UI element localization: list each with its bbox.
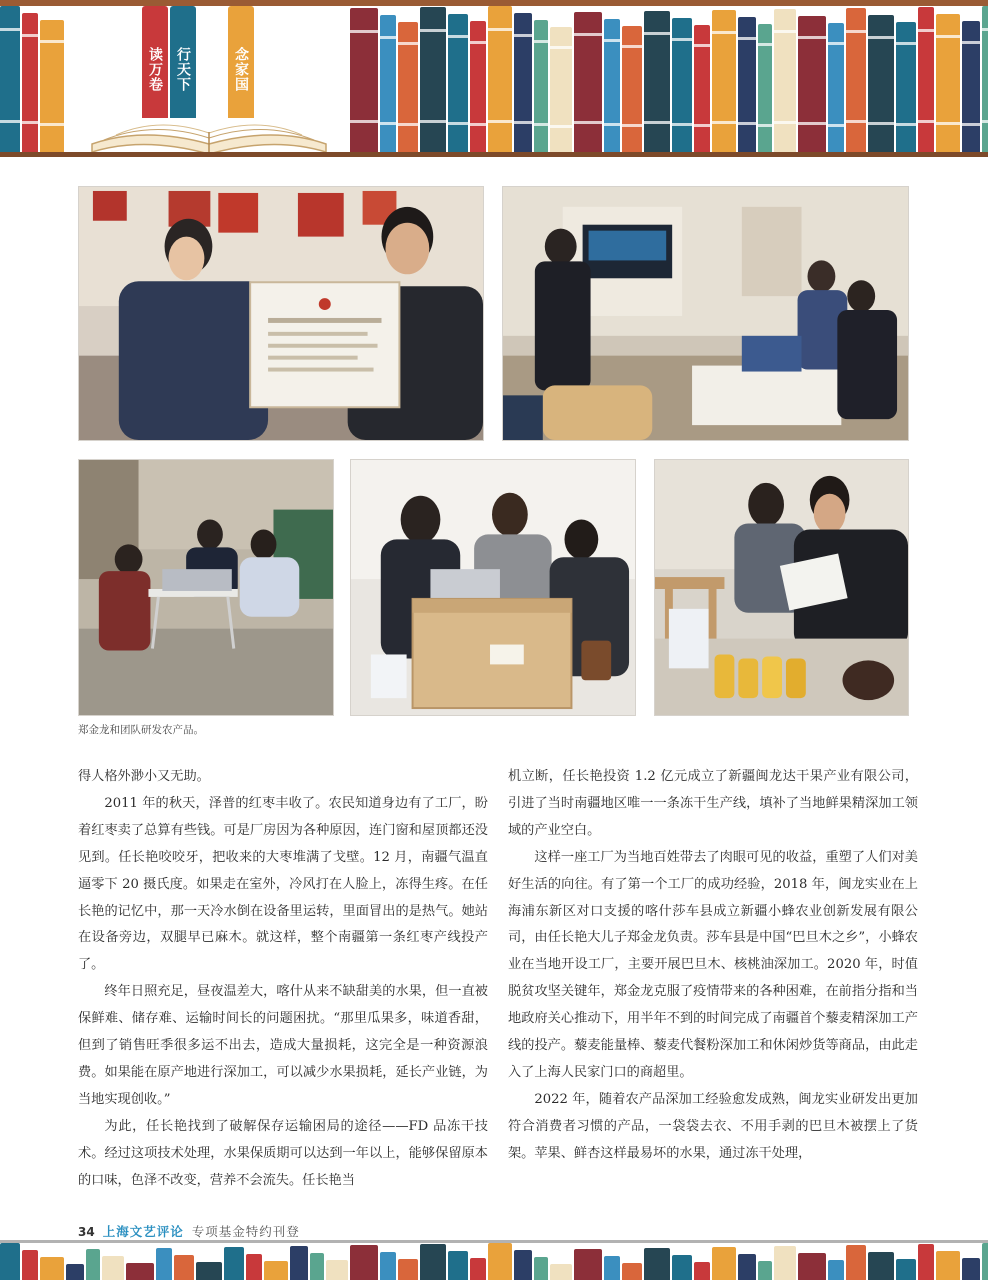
book-band <box>962 123 980 126</box>
book-spine <box>774 9 796 152</box>
book-band <box>550 46 572 49</box>
book-spine <box>420 1244 446 1280</box>
book-band <box>828 124 844 127</box>
book-spine <box>672 1255 692 1280</box>
book-band <box>644 32 670 35</box>
book-spine <box>398 1259 418 1280</box>
book-band <box>712 31 736 34</box>
book-spine <box>868 15 894 152</box>
book-spine <box>798 16 826 152</box>
right-text-column <box>508 764 918 1168</box>
book-spine <box>470 21 486 152</box>
book-spine <box>398 22 418 152</box>
book-band <box>672 38 692 41</box>
book-band <box>738 122 756 125</box>
book-band <box>398 42 418 45</box>
left-text-column <box>78 764 488 1195</box>
book-band <box>470 123 486 126</box>
book-spine <box>22 13 38 152</box>
book-band <box>40 40 64 43</box>
book-spine <box>694 25 710 152</box>
book-spine <box>550 1264 572 1280</box>
book-band <box>644 121 670 124</box>
book-band <box>534 123 548 126</box>
book-band <box>488 28 512 31</box>
paragraph: 2011 年的秋天，泽普的红枣丰收了。农民知道身边有了工厂，盼着红枣卖了总算有些钱。可是厂房因为各种原因，连门窗和屋顶都还没见到。任长艳咬咬牙，把收来的大枣堆满了戈壁。12 月，南疆气温直逼零下 20 摄氏度。如果走在室外，冷风打在人脸上，冻得生疼。在任长艳的记忆中，那一天冷水倒在设备里运转，里面冒出的是热气。她站在设备旁边，双腿早已麻木。就这样，整个南疆第一条红枣产线投产了。 <box>78 795 488 973</box>
book-band <box>380 122 396 125</box>
book-spine <box>712 1247 736 1280</box>
book-band <box>694 44 710 47</box>
book-band <box>738 37 756 40</box>
book-band <box>22 121 38 124</box>
book-spine <box>350 1245 378 1280</box>
book-band <box>470 41 486 44</box>
book-spine <box>604 1256 620 1280</box>
book-spine <box>22 1250 38 1280</box>
book-band <box>868 36 894 39</box>
magazine-name: 上海文艺评论 <box>102 1224 184 1239</box>
book-band <box>896 42 916 45</box>
book-band <box>420 29 446 32</box>
book-spine <box>738 1254 756 1280</box>
book-band <box>758 43 772 46</box>
book-band <box>798 122 826 125</box>
book-spine <box>448 14 468 152</box>
slogan-3: 念家国 <box>233 47 249 92</box>
book-spine <box>126 1263 154 1280</box>
book-spine <box>246 1254 262 1280</box>
book-spine <box>868 1252 894 1280</box>
photo-icon <box>503 187 908 440</box>
book-band <box>22 34 38 37</box>
book-spine <box>40 20 64 152</box>
book-spine <box>290 1246 308 1280</box>
book-band <box>774 121 796 124</box>
book-band <box>828 42 844 45</box>
book-band <box>962 41 980 44</box>
book-spine <box>380 1252 396 1280</box>
book-spine <box>604 19 620 152</box>
book-spine <box>672 18 692 152</box>
book-band <box>694 124 710 127</box>
book-spine <box>982 1243 988 1280</box>
book-spine <box>982 6 988 152</box>
book-spine <box>828 23 844 152</box>
book-band <box>448 35 468 38</box>
book-band <box>798 36 826 39</box>
book-band <box>40 123 64 126</box>
paragraph: 为此，任长艳找到了破解保存运输困局的途径——FD 品冻干技术。经过这项技术处理，水果保质期可以达到一年以上，能够保留原本的口味，色泽不改变，营养不会流失。任长艳当 <box>78 1118 488 1188</box>
book-band <box>918 29 934 32</box>
book-band <box>488 120 512 123</box>
book-spine <box>694 1262 710 1280</box>
book-band <box>896 123 916 126</box>
photo-icon <box>79 187 483 440</box>
book-spine <box>156 1248 172 1280</box>
book-spine <box>0 1243 20 1280</box>
footer-subtitle: 专项基金特约刊登 <box>191 1224 300 1239</box>
book-spine <box>798 1253 826 1280</box>
book-spine <box>644 1248 670 1280</box>
book-band <box>758 124 772 127</box>
book-spine <box>828 1260 844 1280</box>
book-band <box>550 125 572 128</box>
book-spine <box>196 1262 222 1280</box>
book-band <box>380 36 396 39</box>
photo-icon <box>79 460 333 715</box>
book-spine <box>0 6 20 152</box>
book-spine <box>40 1257 64 1280</box>
book-band <box>448 122 468 125</box>
photo-caption: 郑金龙和团队研发农产品。 <box>78 724 204 736</box>
slogan-1: 读万卷 <box>147 47 163 92</box>
book-spine <box>514 1250 532 1280</box>
book-spine <box>420 7 446 152</box>
book-spine <box>896 22 916 152</box>
book-spine <box>534 20 548 152</box>
book-band <box>0 28 20 31</box>
book-band <box>350 120 378 123</box>
book-band <box>420 120 446 123</box>
book-band <box>514 121 532 124</box>
book-spine <box>534 1257 548 1280</box>
book-band <box>982 120 988 123</box>
page-footer <box>78 1222 300 1240</box>
slogan-book-2 <box>170 6 196 118</box>
book-band <box>918 120 934 123</box>
book-spine <box>550 27 572 152</box>
book-band <box>534 40 548 43</box>
book-spine <box>102 1256 124 1280</box>
photo-product-tasting <box>654 459 909 716</box>
open-book-icon <box>84 104 334 156</box>
shelf-board-bottom <box>0 152 988 157</box>
book-band <box>398 123 418 126</box>
bottom-bookshelf-banner <box>0 1240 988 1280</box>
book-spine <box>918 7 934 152</box>
book-spine <box>574 1249 602 1280</box>
book-spine <box>622 26 642 152</box>
book-band <box>868 122 894 125</box>
paragraph: 这样一座工厂为当地百姓带去了肉眼可见的收益，重塑了人们对美好生活的向往。有了第一个工厂的成功经验，2018 年，闽龙实业在上海浦东新区对口支援的喀什莎车县成立新疆小蜂农业创新发展有限公司，由任长艳大儿子郑金龙负责。莎车县是中国“巴旦木之乡”，小蜂农业在当地开设工厂，主要开展巴旦木、核桃油深加工。2020 年，时值脱贫攻坚关键年，郑金龙克服了疫情带来的各种困难，在前指分指和当地政府关心推动下，用半年不到的时间完成了南疆首个藜麦精深加工产线的投产。藜麦能量棒、藜麦代餐粉深加工和休闲炒货等商品，由此走入了上海人民家门口的商超里。 <box>508 849 918 1080</box>
book-spine <box>264 1261 288 1280</box>
page-number: 34 <box>78 1225 95 1239</box>
book-spine <box>224 1247 244 1280</box>
paragraph: 终年日照充足，昼夜温差大，喀什从来不缺甜美的水果，但一直被保鲜难、储存难、运输时间长的问题困扰。“那里瓜果多，味道香甜，但到了销售旺季很多运不出去，造成大量损耗，这完全是一种资源浪费。如果能在原产地进行深加工，可以减少水果损耗，延长产业链，为当地实现创收。” <box>78 984 488 1107</box>
paragraph: 得人格外渺小又无助。 <box>78 769 210 784</box>
book-band <box>672 123 692 126</box>
book-band <box>712 121 736 124</box>
book-band <box>774 30 796 33</box>
book-spine <box>774 1246 796 1280</box>
book-spine <box>846 1245 866 1280</box>
paragraph: 2022 年，随着农产品深加工经验愈发成熟，闽龙实业研发出更加符合消费者习惯的产品，一袋袋去衣、不用手剥的巴旦木被摆上了货架。苹果、鲜杏这样最易坏的水果，通过冻干处理， <box>508 1091 918 1161</box>
book-band <box>982 28 988 31</box>
book-spine <box>758 24 772 152</box>
book-band <box>604 123 620 126</box>
book-band <box>514 34 532 37</box>
book-spine <box>66 1264 84 1280</box>
book-band <box>936 35 960 38</box>
slogan-book-1 <box>142 6 168 118</box>
book-spine <box>488 1243 512 1280</box>
book-spine <box>488 6 512 152</box>
book-band <box>604 39 620 42</box>
book-spine <box>622 1263 642 1280</box>
book-band <box>0 120 20 123</box>
photo-icon <box>655 460 908 715</box>
book-spine <box>758 1261 772 1280</box>
book-spine <box>514 13 532 152</box>
book-band <box>936 122 960 125</box>
book-spine <box>350 8 378 152</box>
book-spine <box>738 17 756 152</box>
book-row-bottom <box>0 1243 988 1280</box>
book-spine <box>644 11 670 152</box>
book-spine <box>310 1253 324 1280</box>
book-spine <box>380 15 396 152</box>
book-spine <box>936 1251 960 1280</box>
book-spine <box>918 1244 934 1280</box>
book-spine <box>448 1251 468 1280</box>
book-spine <box>712 10 736 152</box>
book-spine <box>86 1249 100 1280</box>
book-spine <box>174 1255 194 1280</box>
book-spine <box>936 14 960 152</box>
photo-meeting-room <box>502 186 909 441</box>
photo-business-license <box>78 186 484 441</box>
book-band <box>846 120 866 123</box>
photo-wooden-box <box>350 459 636 716</box>
book-band <box>574 121 602 124</box>
book-spine <box>962 1258 980 1280</box>
book-band <box>574 33 602 36</box>
book-band <box>622 124 642 127</box>
book-spine <box>896 1259 916 1280</box>
top-bookshelf-banner <box>0 0 988 160</box>
book-spine <box>846 8 866 152</box>
book-spine <box>574 12 602 152</box>
paragraph: 机立断，任长艳投资 1.2 亿元成立了新疆闽龙达干果产业有限公司，引进了当时南疆地区唯一一条冻干生产线，填补了当地鲜果精深加工领域的产业空白。 <box>508 769 918 838</box>
book-band <box>622 45 642 48</box>
book-spine <box>470 1258 486 1280</box>
slogan-2: 行天下 <box>175 47 191 92</box>
slogan-book-3 <box>228 6 254 118</box>
book-spine <box>962 21 980 152</box>
book-band <box>846 30 866 33</box>
book-spine <box>326 1260 348 1280</box>
photo-icon <box>351 460 635 715</box>
photo-field-laptop <box>78 459 334 716</box>
book-band <box>350 30 378 33</box>
